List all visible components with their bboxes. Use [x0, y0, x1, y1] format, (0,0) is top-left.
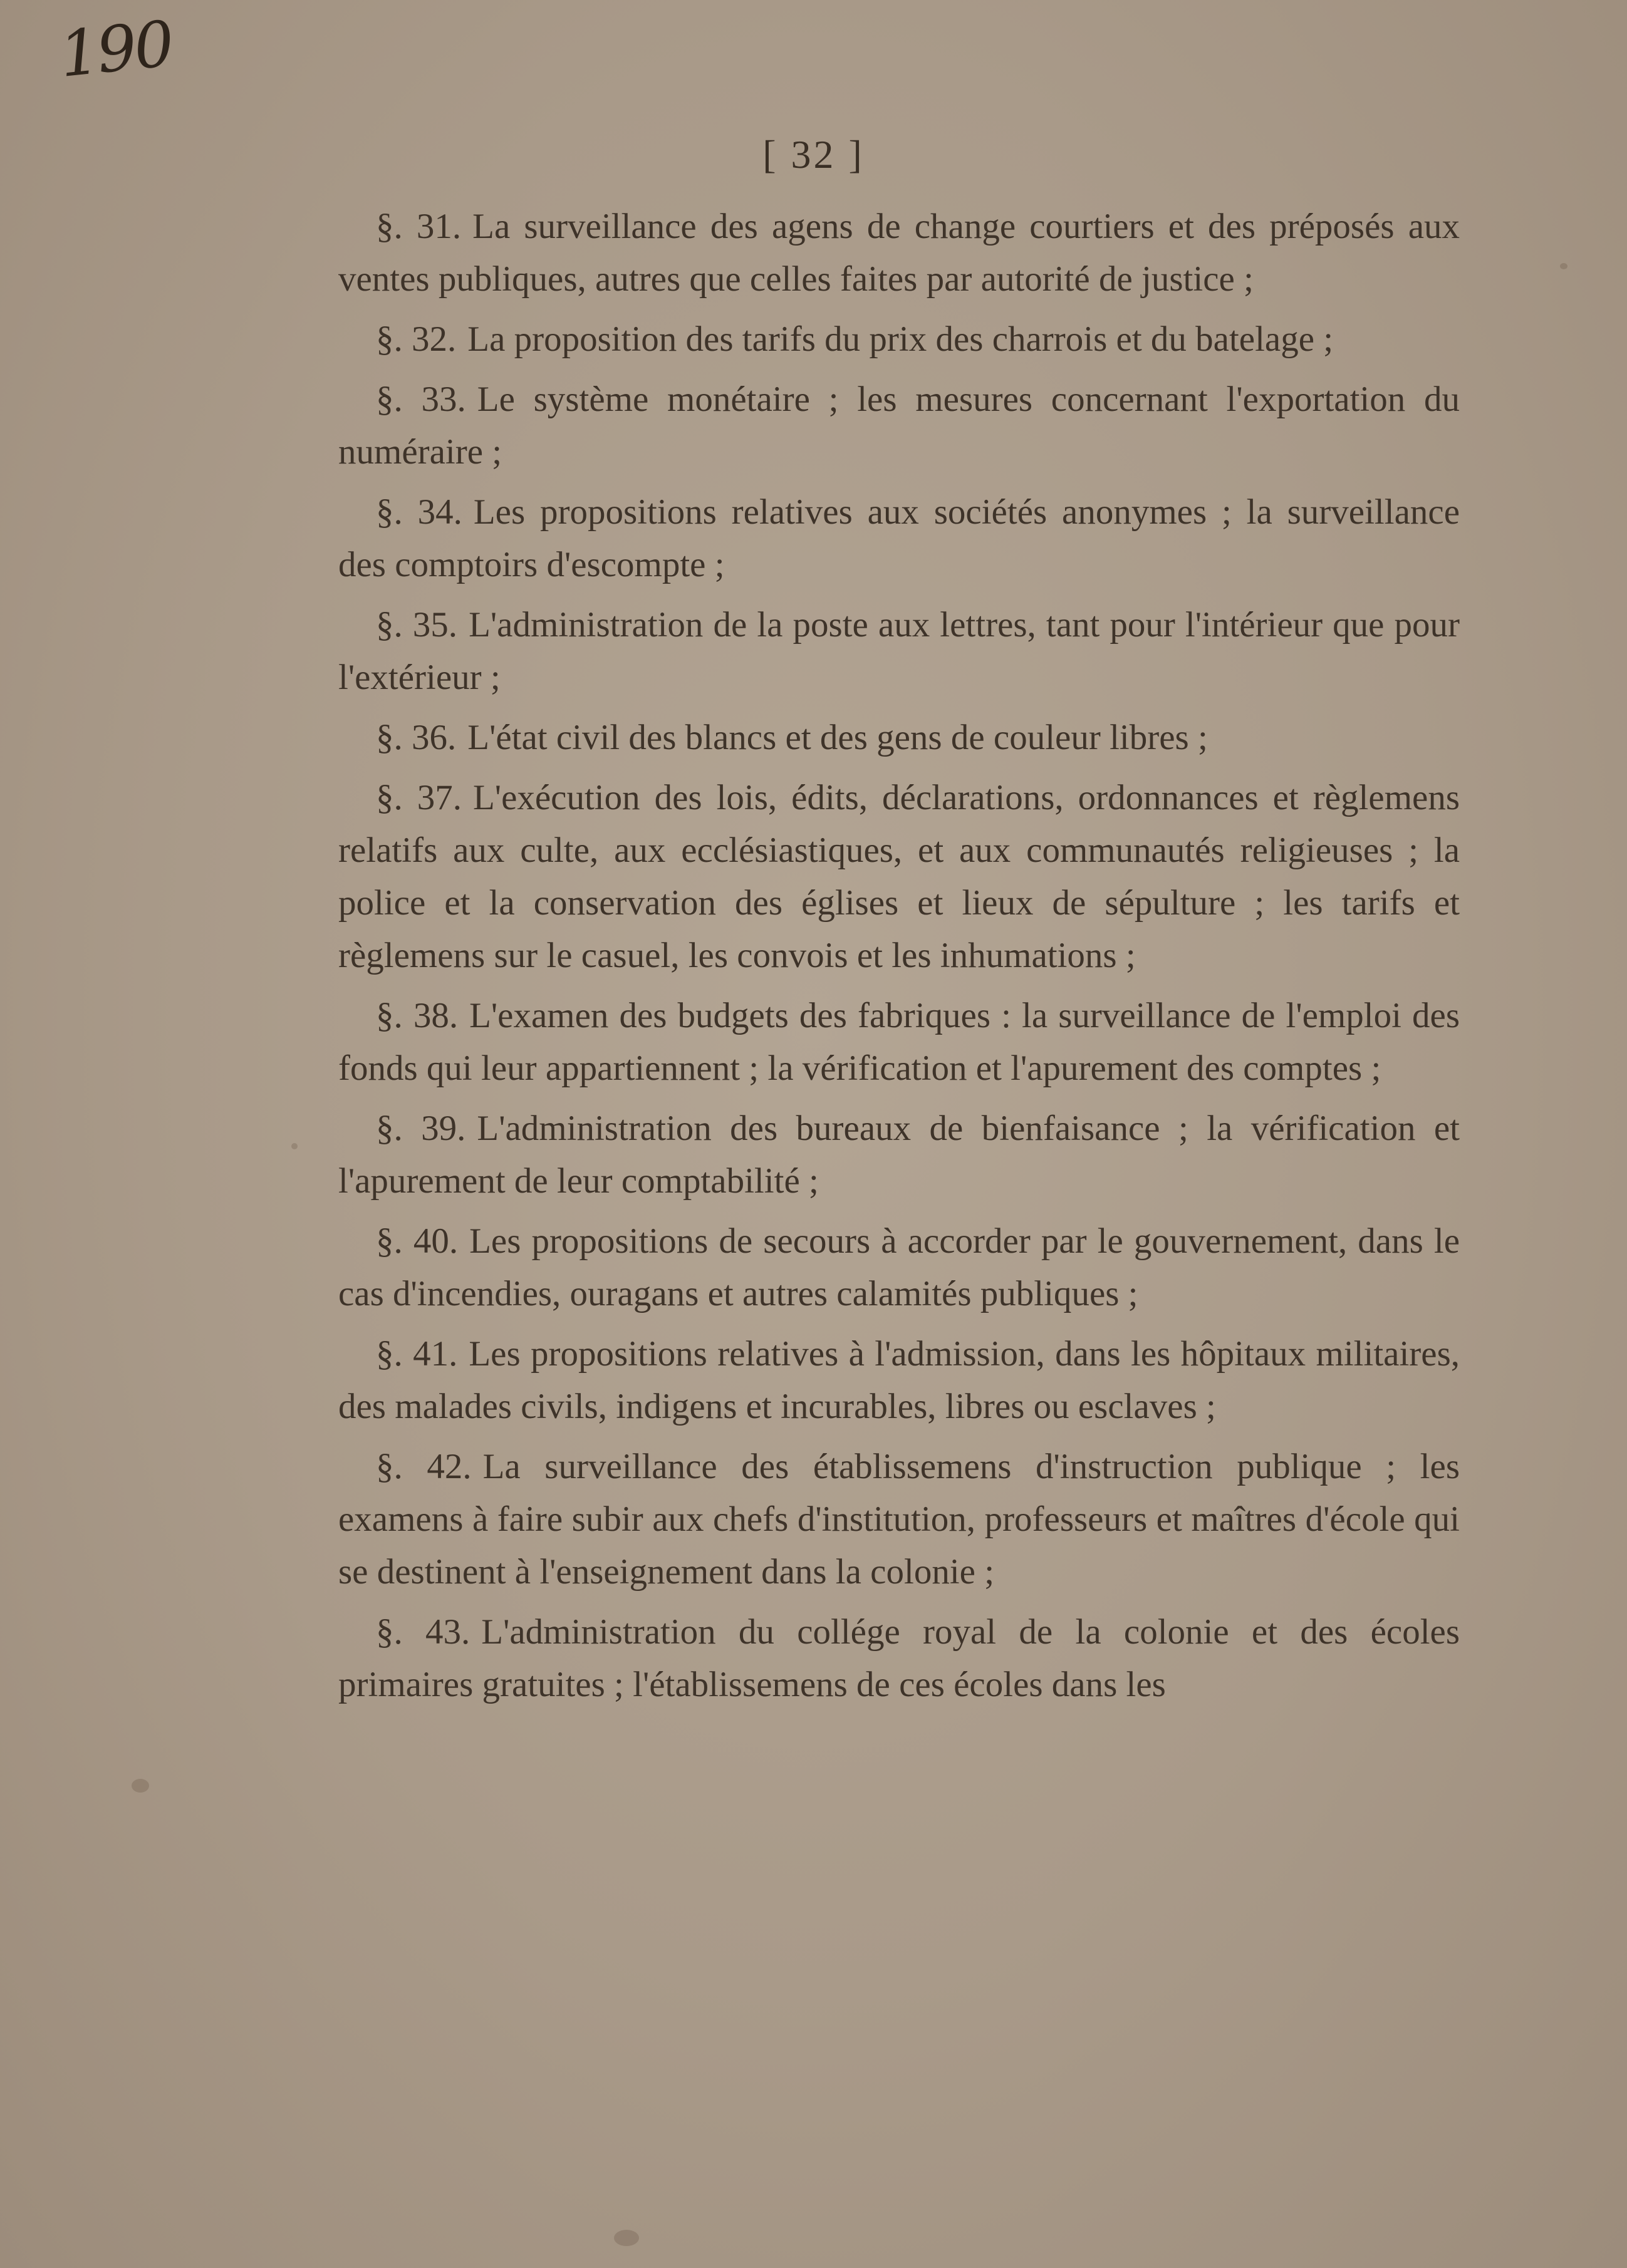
section-text: La proposition des tarifs du prix des charrois et du batelage ;	[467, 319, 1334, 359]
paragraph-36	[338, 712, 1460, 764]
paragraph-32	[338, 313, 1460, 366]
paragraph-35	[338, 599, 1460, 704]
paragraph-43	[338, 1606, 1460, 1711]
paper-stain	[132, 1779, 149, 1793]
section-text: La surveillance des agens de change courtiers et des préposés aux ventes publiques, autres que celles faites par autorité de justice ;	[338, 207, 1460, 299]
section-number: §. 31.	[376, 207, 462, 246]
paragraph-33	[338, 373, 1460, 479]
handwritten-annotation: 190	[56, 6, 175, 92]
section-text: Les propositions relatives à l'admission, dans les hôpitaux militaires, des malades civils, indigens et incurables, libres ou esclaves ;	[338, 1334, 1460, 1426]
section-text: La surveillance des établissemens d'instruction publique ; les examens à faire subir aux chefs d'institution, professeurs et maîtres d'école qui se destinent à l'enseignement dans la colonie ;	[338, 1447, 1460, 1592]
section-text: Le système monétaire ; les mesures concernant l'exportation du numéraire ;	[338, 380, 1460, 472]
text-body	[338, 200, 1460, 1719]
section-text: Les propositions de secours à accorder par le gouvernement, dans le cas d'incendies, ouragans et autres calamités publiques ;	[338, 1221, 1460, 1313]
section-number: §. 34.	[376, 492, 462, 532]
section-number: §. 42.	[376, 1447, 472, 1486]
section-text: Les propositions relatives aux sociétés anonymes ; la surveillance des comptoirs d'escompte ;	[338, 492, 1460, 584]
paper-stain	[614, 2230, 639, 2246]
section-text: L'administration de la poste aux lettres, tant pour l'intérieur que pour l'extérieur ;	[338, 605, 1460, 697]
section-text: L'examen des budgets des fabriques : la surveillance de l'emploi des fonds qui leur appartiennent ; la vérification et l'apurement des comptes ;	[338, 996, 1460, 1088]
paragraph-39	[338, 1102, 1460, 1208]
section-text: L'administration des bureaux de bienfaisance ; la vérification et l'apurement de leur comptabilité ;	[338, 1109, 1460, 1201]
section-text: L'administration du collége royal de la colonie et des écoles primaires gratuites ; l'établissemens de ces écoles dans les	[338, 1612, 1460, 1704]
paper-stain	[1560, 263, 1567, 269]
section-number: §. 40.	[376, 1221, 459, 1261]
paragraph-37	[338, 772, 1460, 982]
section-number: §. 32.	[376, 319, 457, 359]
section-text: L'état civil des blancs et des gens de couleur libres ;	[467, 718, 1208, 757]
section-number: §. 36.	[376, 718, 457, 757]
page-number: [ 32 ]	[762, 132, 865, 177]
paragraph-31	[338, 200, 1460, 306]
paragraph-41	[338, 1328, 1460, 1433]
section-number: §. 39.	[376, 1109, 466, 1148]
paragraph-38	[338, 990, 1460, 1095]
section-number: §. 41.	[376, 1334, 458, 1374]
paragraph-34	[338, 486, 1460, 591]
paragraph-40	[338, 1215, 1460, 1320]
paragraph-42	[338, 1441, 1460, 1598]
section-text: L'exécution des lois, édits, déclarations, ordonnances et règlemens relatifs aux culte, aux ecclésiastiques, et aux communautés religieuses ; la police et la conservation des églises et lieux de sépulture ; les tarifs et règlemens sur le casuel, les convois et les inhumations ;	[338, 778, 1460, 975]
section-number: §. 35.	[376, 605, 458, 645]
paper-stain	[291, 1143, 298, 1149]
section-number: §. 43.	[376, 1612, 470, 1652]
section-number: §. 37.	[376, 778, 462, 817]
section-number: §. 38.	[376, 996, 459, 1035]
section-number: §. 33.	[376, 380, 466, 419]
